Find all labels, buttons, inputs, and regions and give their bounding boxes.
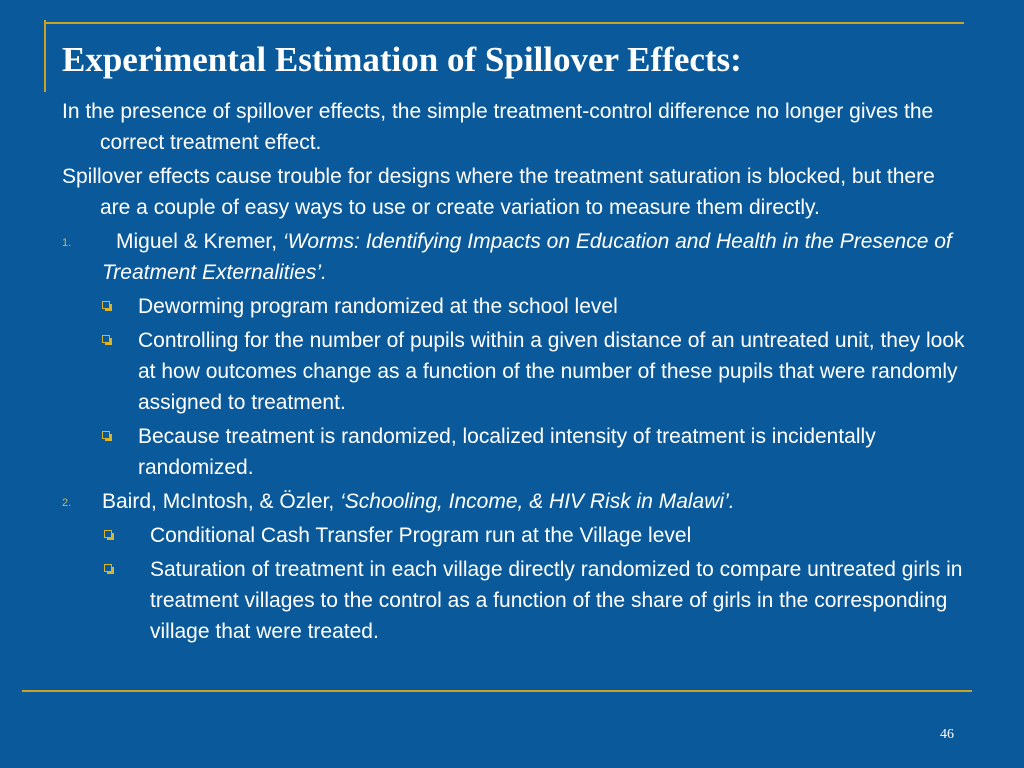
study-citation	[102, 490, 735, 513]
list-item	[62, 554, 967, 647]
study-authors: Baird, McIntosh, & Özler,	[102, 490, 341, 513]
list-number-marker: 2.	[62, 497, 72, 509]
title-accent-vertical-line	[44, 20, 46, 92]
list-item	[62, 325, 967, 418]
bottom-divider-line	[22, 690, 972, 692]
study-point: Deworming program randomized at the school level	[138, 295, 618, 318]
study-authors: Miguel & Kremer,	[116, 230, 283, 253]
list-number-marker: 1.	[62, 237, 72, 249]
study-point: Conditional Cash Transfer Program run at the Village level	[150, 524, 692, 547]
study-item-1	[62, 226, 967, 288]
square-bullet-icon	[102, 301, 110, 309]
study-citation	[102, 230, 952, 284]
study-title: ‘Worms: Identifying Impacts on Education and Health in the Presence of Treatment Externalities’.	[102, 230, 952, 284]
square-bullet-icon	[102, 335, 110, 343]
paragraph-spillover-designs: Spillover effects cause trouble for designs where the treatment saturation is blocked, but there are a couple of easy ways to use or create variation to measure them directly.	[62, 165, 935, 219]
slide-body	[62, 96, 967, 650]
square-bullet-icon	[104, 530, 112, 538]
top-divider-line	[44, 22, 964, 24]
paragraph-spillover-intro: In the presence of spillover effects, the simple treatment-control difference no longer gives the correct treatment effect.	[62, 100, 934, 154]
list-item	[62, 291, 967, 322]
square-bullet-icon	[104, 564, 112, 572]
square-bullet-icon	[102, 431, 110, 439]
study-point: Because treatment is randomized, localized intensity of treatment is incidentally randomized.	[138, 425, 876, 479]
slide-title: Experimental Estimation of Spillover Effects:	[62, 40, 742, 79]
list-item	[62, 520, 967, 551]
list-item	[62, 421, 967, 483]
study-title: ‘Schooling, Income, & HIV Risk in Malawi’.	[340, 490, 735, 513]
study-point: Controlling for the number of pupils within a given distance of an untreated unit, they look at how outcomes change as a function of the number of these pupils that were randomly assigned to treatment.	[138, 329, 965, 414]
page-number: 46	[940, 727, 954, 742]
study-item-2	[62, 486, 967, 517]
study-point: Saturation of treatment in each village directly randomized to compare untreated girls in treatment villages to the control as a function of the share of girls in the corresponding village that were treated.	[150, 558, 963, 643]
